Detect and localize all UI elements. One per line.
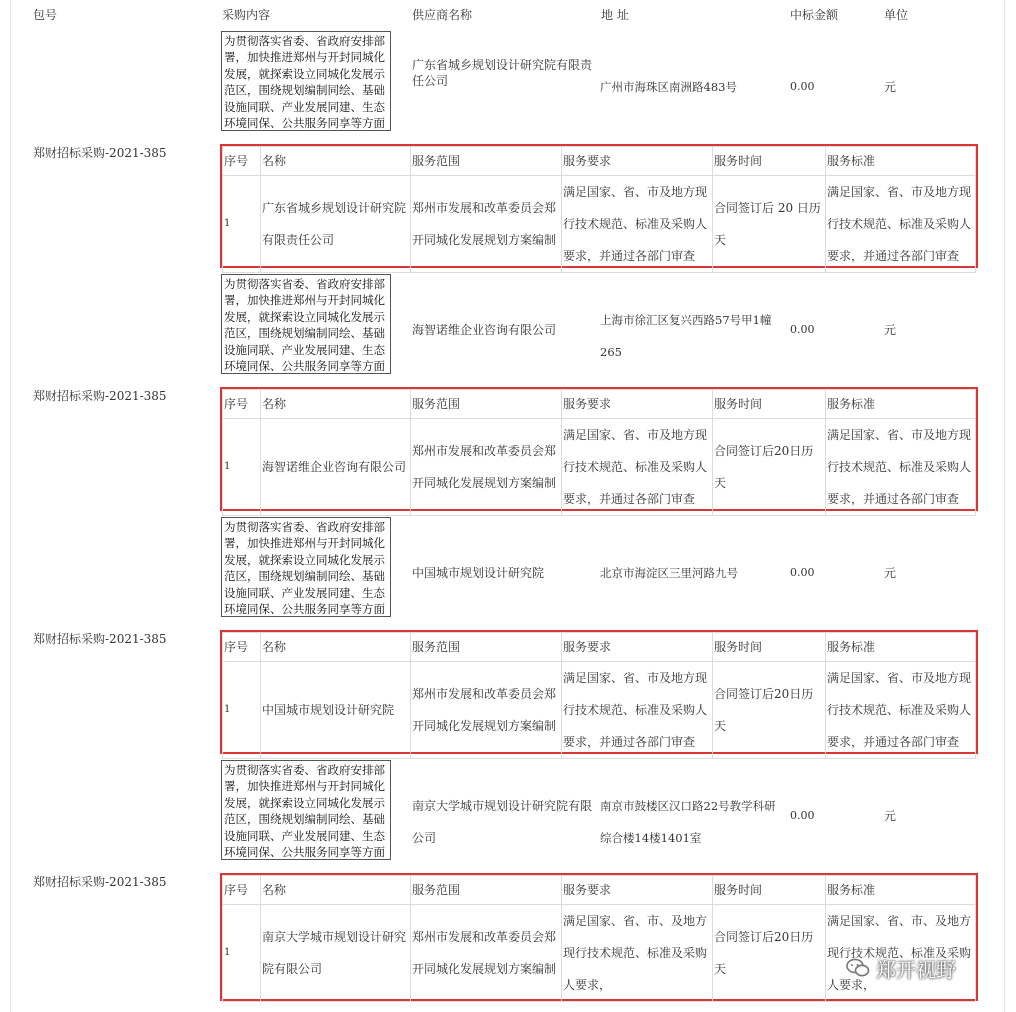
supplier-address: 上海市徐汇区复兴西路57号甲1幢265 [600, 313, 772, 359]
header-amount: 中标金额 [790, 8, 839, 22]
service-detail-table [220, 630, 978, 754]
row-time: 合同签订后 20 日历天 [713, 176, 826, 273]
row-no: 1 [223, 905, 261, 1002]
col-no: 序号 [223, 147, 261, 176]
row-time: 合同签订后20日历天 [713, 905, 826, 1002]
col-req: 服务要求 [562, 876, 713, 905]
supplier-address: 北京市海淀区三里河路九号 [600, 566, 738, 580]
col-std: 服务标准 [826, 633, 976, 662]
right-border-line [1004, 0, 1005, 1012]
package-number: 郑财招标采购-2021-385 [33, 875, 167, 889]
row-scope: 郑州市发展和改革委员会郑开同城化发展规划方案编制 [411, 905, 562, 1002]
wechat-icon [846, 958, 870, 978]
col-scope: 服务范围 [411, 633, 562, 662]
col-std: 服务标准 [826, 147, 976, 176]
col-req: 服务要求 [562, 633, 713, 662]
row-name: 中国城市规划设计研究院 [261, 662, 411, 759]
row-req: 满足国家、省、市、及地方现行技术规范、标准及采购人要求， [562, 905, 713, 1002]
row-no: 1 [223, 662, 261, 759]
procurement-content: 为贯彻落实省委、省政府安排部署，加快推进郑州与开封同城化发展，就探索设立同城化发展示范区，围绕规划编制同绘、基础设施同联、产业发展同建、生态环境同保、公共服务同享等方面 [221, 274, 391, 374]
row-scope: 郑州市发展和改革委员会郑开同城化发展规划方案编制 [411, 419, 562, 516]
col-name: 名称 [261, 147, 411, 176]
watermark-text: 郑开视野 [876, 958, 956, 982]
header-unit: 单位 [884, 8, 909, 22]
left-border-line [10, 0, 11, 1012]
service-detail-table [220, 387, 978, 511]
currency-unit: 元 [884, 323, 897, 337]
currency-unit: 元 [884, 809, 897, 823]
supplier-name: 海智诺维企业咨询有限公司 [412, 323, 557, 337]
col-req: 服务要求 [562, 147, 713, 176]
col-no: 序号 [223, 390, 261, 419]
package-number: 郑财招标采购-2021-385 [33, 146, 167, 160]
award-amount: 0.00 [790, 809, 815, 822]
header-supplier: 供应商名称 [412, 8, 473, 22]
row-scope: 郑州市发展和改革委员会郑开同城化发展规划方案编制 [411, 662, 562, 759]
col-scope: 服务范围 [411, 876, 562, 905]
supplier-name: 中国城市规划设计研究院 [412, 566, 545, 580]
package-number: 郑财招标采购-2021-385 [33, 389, 167, 403]
col-time: 服务时间 [713, 876, 826, 905]
header-content: 采购内容 [222, 8, 271, 22]
supplier-name: 南京大学城市规划设计研究院有限公司 [412, 799, 593, 845]
procurement-content: 为贯彻落实省委、省政府安排部署，加快推进郑州与开封同城化发展，就探索设立同城化发展示范区，围绕规划编制同绘、基础设施同联、产业发展同建、生态环境同保、公共服务同享等方面 [221, 760, 391, 860]
currency-unit: 元 [884, 566, 897, 580]
row-req: 满足国家、省、市及地方现行技术规范、标准及采购人要求，并通过各部门审查 [562, 419, 713, 516]
col-name: 名称 [261, 633, 411, 662]
supplier-address: 广州市海珠区南洲路483号 [600, 80, 737, 94]
row-time: 合同签订后20日历天 [713, 419, 826, 516]
row-std: 满足国家、省、市及地方现行技术规范、标准及采购人要求，并通过各部门审查 [826, 662, 976, 759]
row-std: 满足国家、省、市、及地方现行技术规范、标准及采购人要求， [826, 905, 976, 1002]
col-time: 服务时间 [713, 390, 826, 419]
award-amount: 0.00 [790, 80, 815, 93]
row-scope: 郑州市发展和改革委员会郑开同城化发展规划方案编制 [411, 176, 562, 273]
service-detail-table [220, 144, 978, 268]
row-std: 满足国家、省、市及地方现行技术规范、标准及采购人要求，并通过各部门审查 [826, 176, 976, 273]
row-std: 满足国家、省、市及地方现行技术规范、标准及采购人要求，并通过各部门审查 [826, 419, 976, 516]
col-no: 序号 [223, 633, 261, 662]
row-name: 南京大学城市规划设计研究院有限公司 [261, 905, 411, 1002]
header-address: 地 址 [601, 8, 629, 22]
col-no: 序号 [223, 876, 261, 905]
col-name: 名称 [261, 876, 411, 905]
award-amount: 0.00 [790, 323, 815, 336]
row-time: 合同签订后20日历天 [713, 662, 826, 759]
col-time: 服务时间 [713, 633, 826, 662]
col-name: 名称 [261, 390, 411, 419]
row-req: 满足国家、省、市及地方现行技术规范、标准及采购人要求，并通过各部门审查 [562, 662, 713, 759]
col-std: 服务标准 [826, 390, 976, 419]
col-std: 服务标准 [826, 876, 976, 905]
col-scope: 服务范围 [411, 390, 562, 419]
procurement-content: 为贯彻落实省委、省政府安排部署，加快推进郑州与开封同城化发展，就探索设立同城化发展示范区，围绕规划编制同绘、基础设施同联、产业发展同建、生态环境同保、公共服务同享等方面 [221, 517, 391, 617]
package-number: 郑财招标采购-2021-385 [33, 632, 167, 646]
col-scope: 服务范围 [411, 147, 562, 176]
row-name: 海智诺维企业咨询有限公司 [261, 419, 411, 516]
award-amount: 0.00 [790, 566, 815, 579]
col-req: 服务要求 [562, 390, 713, 419]
col-time: 服务时间 [713, 147, 826, 176]
service-detail-table [220, 873, 978, 1001]
supplier-address: 南京市鼓楼区汉口路22号教学科研综合楼14楼1401室 [600, 799, 776, 845]
row-no: 1 [223, 176, 261, 273]
procurement-content: 为贯彻落实省委、省政府安排部署，加快推进郑州与开封同城化发展，就探索设立同城化发展示范区，围绕规划编制同绘、基础设施同联、产业发展同建、生态环境同保、公共服务同享等方面 [221, 31, 391, 131]
supplier-name: 广东省城乡规划设计研究院有限责任公司 [412, 58, 593, 88]
currency-unit: 元 [884, 80, 897, 94]
row-no: 1 [223, 419, 261, 516]
header-package-no: 包号 [33, 8, 58, 22]
row-name: 广东省城乡规划设计研究院有限责任公司 [261, 176, 411, 273]
row-req: 满足国家、省、市及地方现行技术规范、标准及采购人要求，并通过各部门审查 [562, 176, 713, 273]
